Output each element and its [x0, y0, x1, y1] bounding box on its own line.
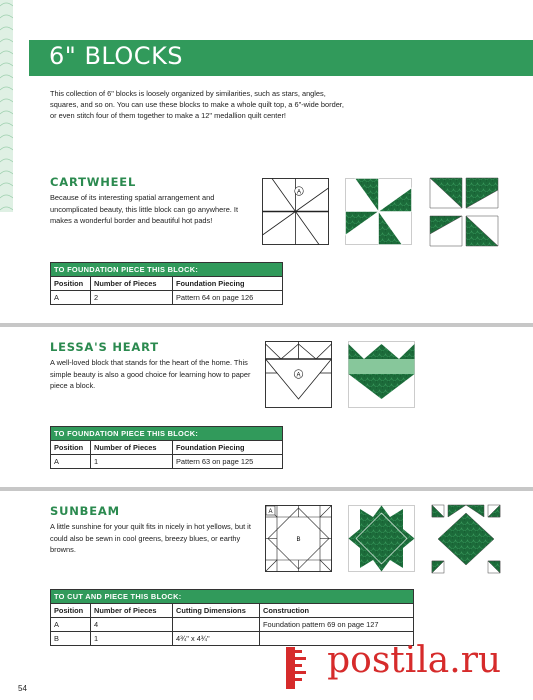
section-divider — [0, 487, 533, 491]
watermark-text: postila.ru — [327, 640, 502, 681]
table-row — [51, 455, 283, 469]
table-cell — [173, 618, 260, 632]
sunbeam-table — [50, 589, 414, 646]
page-number: 54 — [18, 684, 27, 693]
sunbeam-description: A little sunshine for your quilt fits in nicely in hot yellows, but it could also be sewn in cool greens, breezy blues, or earthy browns. — [50, 522, 251, 554]
table-header: Number of Pieces — [91, 441, 173, 455]
table-header: Number of Pieces — [91, 604, 173, 618]
cartwheel-piece-label: A — [296, 189, 302, 196]
cartwheel-assembly-diagram — [428, 176, 500, 248]
sunbeam-assembly-diagram — [430, 503, 502, 575]
sunbeam-diagram — [265, 505, 332, 572]
side-decorative-pattern — [0, 0, 13, 212]
lessas-heart-title: LESSA'S HEART — [50, 340, 159, 354]
page-title: 6" BLOCKS — [49, 42, 184, 70]
table-cell: 4¾" x 4¾" — [173, 632, 260, 646]
sunbeam-title: SUNBEAM — [50, 504, 120, 518]
table-cell: 2 — [91, 291, 173, 305]
table-cell: A — [51, 291, 91, 305]
table-row — [51, 618, 414, 632]
cartwheel-diagram — [262, 178, 329, 245]
sunbeam-piece-label-a: A — [268, 509, 273, 515]
table-header: Position — [51, 604, 91, 618]
table-cell: B — [51, 632, 91, 646]
lessas-heart-finished-block — [348, 341, 415, 408]
table-cell: 4 — [91, 618, 173, 632]
cartwheel-finished-block — [345, 178, 412, 245]
table-cell: 1 — [91, 455, 173, 469]
lessas-heart-piece-label: A — [296, 372, 301, 379]
table-header: Foundation Piecing — [173, 277, 283, 291]
sunbeam-piece-label-b: B — [296, 537, 301, 543]
table-cell: Pattern 64 on page 126 — [173, 291, 283, 305]
table-cell: Foundation pattern 69 on page 127 — [260, 618, 414, 632]
cartwheel-title: CARTWHEEL — [50, 175, 137, 189]
table-cell: Pattern 63 on page 125 — [173, 455, 283, 469]
table-header: Position — [51, 277, 91, 291]
table-header: Number of Pieces — [91, 277, 173, 291]
intro-paragraph: This collection of 6" blocks is loosely organized by similarities, such as stars, angles, squares, and so on. You can use these blocks to make a whole quilt top, a 6"-wide border, or even stitch four of them together to make a 12" medallion quilt center! — [50, 89, 344, 120]
lessas-heart-table — [50, 426, 283, 469]
cartwheel-table — [50, 262, 283, 305]
table-cell: A — [51, 455, 91, 469]
table-caption: TO FOUNDATION PIECE THIS BLOCK: — [51, 263, 283, 277]
table-header: Cutting Dimensions — [173, 604, 260, 618]
ruler-logo-icon — [282, 645, 322, 691]
lessas-heart-diagram — [265, 341, 332, 408]
lessas-heart-description: A well-loved block that stands for the heart of the home. This simple beauty is also a good choice for learning how to paper piece a block. — [50, 358, 251, 390]
table-cell: 1 — [91, 632, 173, 646]
table-header: Foundation Piecing — [173, 441, 283, 455]
sunbeam-finished-block — [348, 505, 415, 572]
table-caption: TO CUT AND PIECE THIS BLOCK: — [51, 590, 414, 604]
table-header: Position — [51, 441, 91, 455]
table-cell: A — [51, 618, 91, 632]
table-row — [51, 291, 283, 305]
cartwheel-description: Because of its interesting spatial arrangement and uncomplicated beauty, this little block can go anywhere. It makes a wonderful border and beautiful hot pads! — [50, 193, 239, 225]
watermark — [282, 640, 501, 691]
table-caption: TO FOUNDATION PIECE THIS BLOCK: — [51, 427, 283, 441]
table-header: Construction — [260, 604, 414, 618]
section-divider — [0, 323, 533, 327]
